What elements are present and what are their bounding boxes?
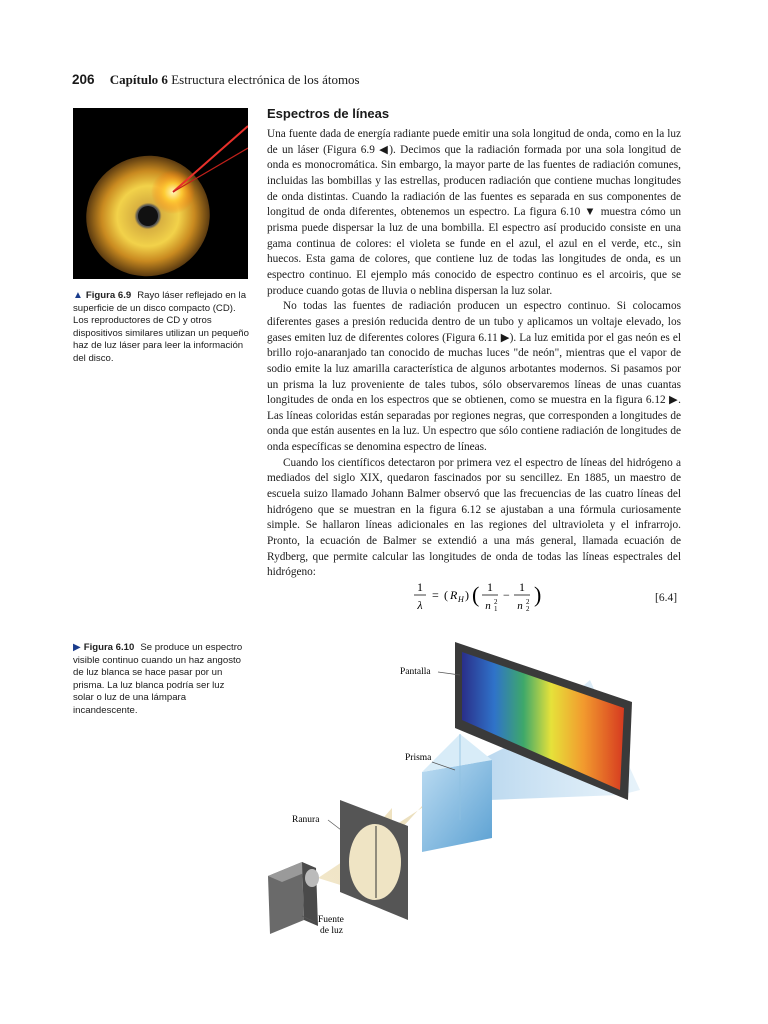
label-de-luz: de luz bbox=[320, 926, 343, 936]
svg-text:1: 1 bbox=[519, 580, 525, 594]
svg-text:1: 1 bbox=[494, 605, 498, 613]
svg-text:1: 1 bbox=[487, 580, 493, 594]
figure-6-10-caption bbox=[73, 642, 243, 718]
triangle-up-icon: ▲ bbox=[73, 290, 83, 301]
svg-text:λ: λ bbox=[417, 598, 423, 612]
figure-6-9-photo bbox=[73, 108, 248, 279]
svg-text:(: ( bbox=[444, 588, 448, 602]
figure-6-10-diagram bbox=[260, 630, 700, 950]
svg-text:H: H bbox=[458, 595, 464, 604]
running-header bbox=[72, 72, 360, 88]
svg-text:): ) bbox=[534, 582, 542, 607]
body-text bbox=[267, 127, 681, 581]
svg-text:2: 2 bbox=[526, 605, 530, 613]
label-fuente: Fuente bbox=[318, 915, 344, 925]
triangle-right-icon: ▶ bbox=[73, 642, 81, 653]
svg-text:): ) bbox=[465, 588, 469, 602]
figure-6-10-label: Figura 6.10 bbox=[83, 642, 135, 653]
figure-6-9-caption bbox=[73, 290, 253, 366]
chapter-title: Estructura electrónica de los átomos bbox=[171, 72, 360, 87]
svg-text:n: n bbox=[517, 600, 523, 612]
light-source-lens bbox=[305, 869, 319, 887]
svg-text:2: 2 bbox=[494, 598, 498, 606]
paragraph-1: Una fuente dada de energía radiante puede emitir una sola longitud de onda, como en la luz de un láser (Figura 6.9 ◀). Decimos que la radiación formada por una sola longitud de onda es monocromática. Sin embargo, la mayor parte de las fuentes de radiación comunes, incluidas las bombillas y las estrellas, producen radiación que contiene muchas longitudes de onda distintas. Cuando la radiación de las fuentes es separada en sus componentes de longitud de onda diferentes, obtenemos un espectro. La figura 6.10 ▼ muestra cómo un prisma puede dispersar la luz de una bombilla. El espectro así producido consiste en una gama continua de colores: el violeta se funde en el azul, el azul en el verde, etc., sin huecos. Esta gama de colores, que contiene luz de todas las longitudes de onda, es un espectro continuo. El ejemplo más conocido de espectro continuo es el arcoiris, que se produce cuando gotas de lluvia o neblina dispersan la luz solar. bbox=[267, 128, 681, 297]
prism bbox=[422, 760, 492, 852]
chapter-label: Capítulo 6 bbox=[109, 72, 168, 87]
cd-hole bbox=[138, 206, 158, 226]
section-title: Espectros de líneas bbox=[267, 106, 390, 121]
svg-text:n: n bbox=[485, 600, 491, 612]
figure-6-9-label: Figura 6.9 bbox=[85, 290, 132, 301]
svg-text:(: ( bbox=[472, 582, 480, 607]
label-ranura: Ranura bbox=[292, 815, 320, 825]
slit-beam-spot bbox=[349, 824, 401, 900]
rydberg-equation bbox=[410, 578, 550, 618]
paragraph-3: Cuando los científicos detectaron por primera vez el espectro de líneas del hidrógeno a mediados del siglo XIX, quedaron fascinados por su sencillez. En 1885, un maestro de escuela suizo llamado Johann Balmer observó que las frecuencias de las cuatro líneas del hidrógeno que se muestran en la figura 6.12 se ajustaban a una fórmula curiosamente simple. Se hallaron líneas adicionales en las regiones del ultravioleta y el infrarrojo. Pronto, la ecuación de Balmer se extendió a una más general, llamada ecuación de Rydberg, que permite calcular las longitudes de onda de todas las líneas espectrales del hidrógeno: bbox=[267, 456, 681, 579]
figure-6-10-text: Se produce un espectro visible continuo cuando un haz angosto de luz blanca se hace pasar por un prisma. La luz blanca podría ser luz solar o luz de una lámpara incandescente. bbox=[73, 642, 243, 716]
svg-text:2: 2 bbox=[526, 598, 530, 606]
equation-number: [6.4] bbox=[655, 592, 678, 604]
page-number: 206 bbox=[72, 72, 95, 87]
paragraph-2: No todas las fuentes de radiación producen un espectro continuo. Si colocamos diferentes gases a presión reducida dentro de un tubo y aplicamos un voltaje elevado, los gases emiten luz de diferentes colores (Figura 6.11 ▶). La luz emitida por el gas neón es el brillo rojo-anaranjado tan conocido de muchas luces "de neón", mientras que el vapor de sodio emite la luz amarilla característica de algunos arbotantes modernos. Si pasamos por un prisma la luz proveniente de tales tubos, sólo observaremos líneas de unas cuantas longitudes de onda en los espectros que se obtienen, como se muestra en la figura 6.12 ▶. Las líneas coloridas están separadas por regiones negras, que corresponden a longitudes de onda que están ausentes en la luz. Un espectro que sólo contiene radiación de longitudes de onda específicas se denomina espectro de líneas. bbox=[267, 300, 681, 454]
figure-6-9-text: Rayo láser reflejado en la superficie de un disco compacto (CD). Los reproductores de CD y otros dispositivos similares utilizan un pequeño haz de luz láser para leer la información del disco. bbox=[73, 290, 249, 364]
svg-text:=: = bbox=[432, 588, 439, 602]
svg-text:R: R bbox=[450, 588, 458, 602]
svg-text:1: 1 bbox=[417, 580, 423, 594]
svg-text:−: − bbox=[503, 588, 510, 602]
label-pantalla: Pantalla bbox=[400, 667, 431, 677]
label-prisma: Prisma bbox=[405, 753, 432, 763]
